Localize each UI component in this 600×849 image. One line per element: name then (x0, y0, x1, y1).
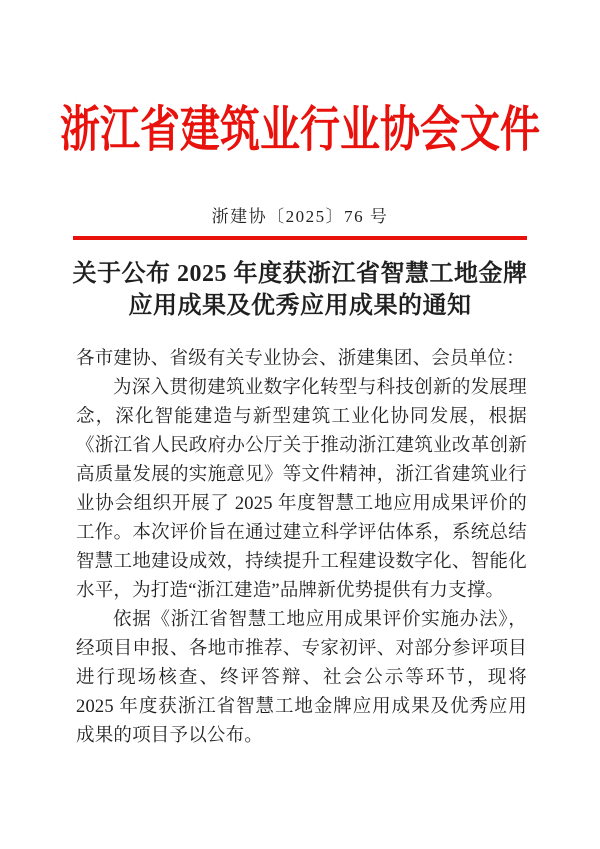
document-body (76, 345, 527, 751)
document-number: 浙建协〔2025〕76 号 (211, 207, 389, 226)
document-header-title: 浙江省建筑业行业协会文件 (60, 102, 540, 157)
red-separator-line (73, 236, 527, 240)
document-title-line-2: 应用成果及优秀应用成果的通知 (128, 293, 472, 319)
salutation-line: 各市建协、省级有关专业协会、浙建集团、会员单位： (76, 349, 525, 369)
body-paragraph-1: 为深入贯彻建筑业数字化转型与科技创新的发展理念，深化智能建造与新型建筑工业化协同发展，根据《浙江省人民政府办公厅关于推动浙江建筑业改革创新高质量发展的实施意见》等文件精神，浙江省建筑业行业协会组织开展了 2025 年度智慧工地应用成果评价的工作。本次评价旨在通过建立科学评估体系，系统总结智慧工地建设成效，持续提升工程建设数字化、智能化水平，为打造“浙江建造”品牌新优势提供有力支撑。 (76, 378, 527, 601)
body-paragraph-2: 依据《浙江省智慧工地应用成果评价实施办法》，经项目申报、各地市推荐、专家初评、对部分参评项目进行现场核查、终评答辩、社会公示等环节，现将 2025 年度获浙江省智慧工地金牌应用成果及优秀应用成果的项目予以公布。 (76, 610, 527, 746)
document-title-line-1: 关于公布 2025 年度获浙江省智慧工地金牌 (72, 261, 528, 287)
document-title (0, 258, 600, 322)
